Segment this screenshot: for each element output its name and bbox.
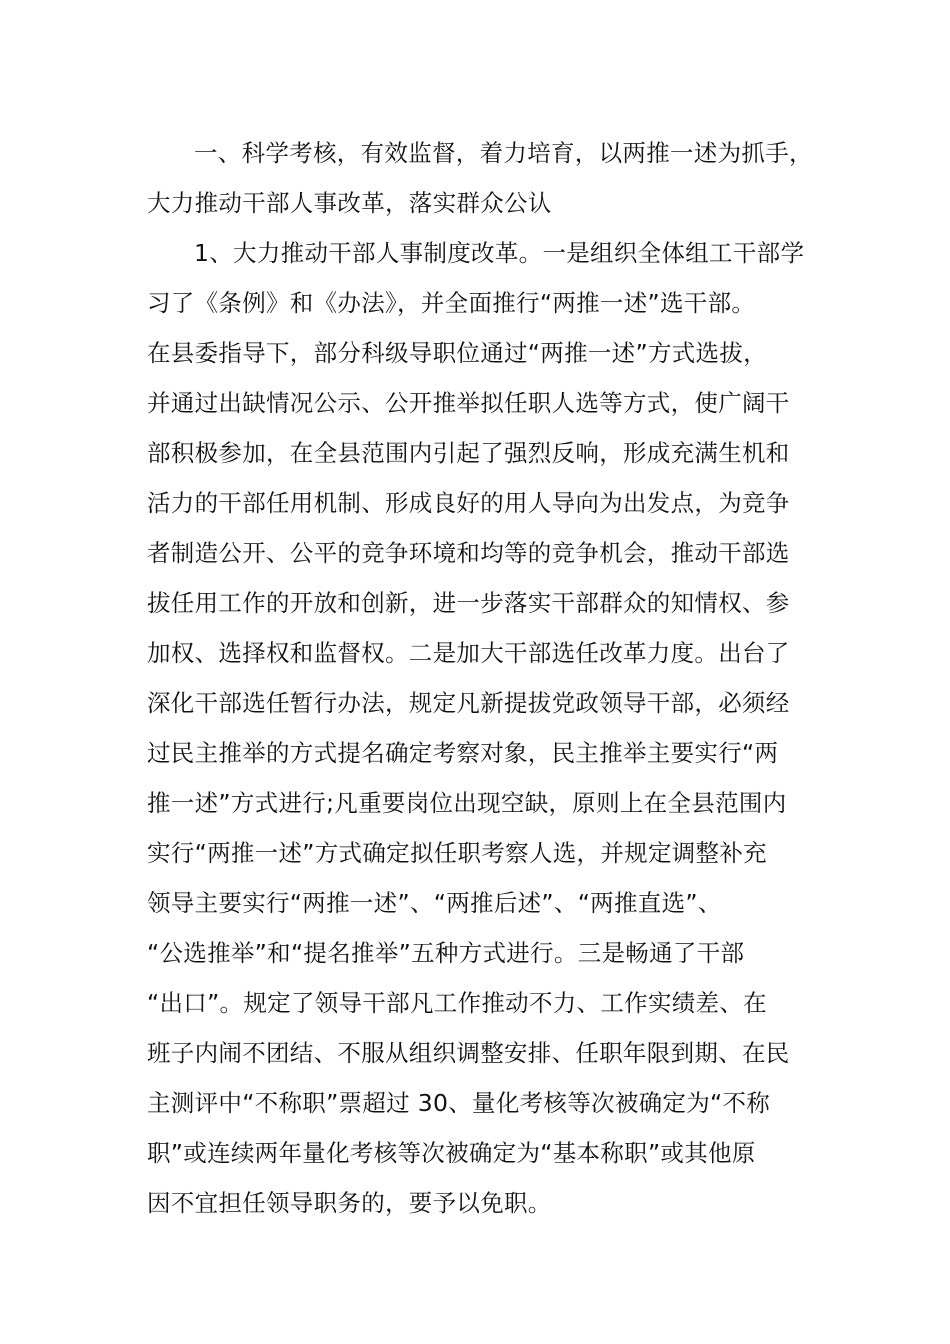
paragraph-line-16: “出口”。规定了领导干部凡工作推动不力、工作实绩差、在: [147, 989, 767, 1017]
paragraph-line-9: 加权、选择权和监督权。二是加大干部选任改革力度。出台了: [147, 639, 790, 667]
paragraph-line-6: 活力的干部任用机制、形成良好的用人导向为出发点，为竞争: [147, 489, 790, 517]
section-heading: [147, 128, 812, 228]
paragraph-line-20: 因不宜担任领导职务的，要予以免职。: [147, 1189, 552, 1217]
body-paragraph: [147, 228, 812, 1228]
document-body: [147, 128, 812, 1228]
paragraph-line-14: 领导主要实行“两推一述”、“两推后述”、“两推直选”、: [147, 889, 722, 917]
paragraph-line-17: 班子内闹不团结、不服从组织调整安排、任职年限到期、在民: [147, 1039, 790, 1067]
paragraph-line-11: 过民主推举的方式提名确定考察对象，民主推举主要实行“两: [147, 739, 779, 767]
paragraph-line-4: 并通过出缺情况公示、公开推举拟任职人选等方式，使广阔干: [147, 389, 790, 417]
paragraph-line-10: 深化干部选任暂行办法，规定凡新提拔党政领导干部，必须经: [147, 689, 790, 717]
paragraph-line-15: “公选推举”和“提名推举”五种方式进行。三是畅通了干部: [147, 939, 745, 967]
paragraph-line-2: 习了《条例》和《办法》，并全面推行“两推一述”选干部。: [147, 289, 756, 317]
paragraph-line-12: 推一述”方式进行;凡重要岗位出现空缺，原则上在全县范围内: [147, 789, 787, 817]
paragraph-line-5: 部积极参加，在全县范围内引起了强烈反响，形成充满生机和: [147, 439, 790, 467]
paragraph-line-3: 在县委指导下，部分科级导职位通过“两推一述”方式选拔，: [147, 339, 767, 367]
heading-line-1: 一、科学考核，有效监督，着力培育，以两推一述为抓手，: [194, 139, 813, 167]
paragraph-line-8: 拔任用工作的开放和创新，进一步落实干部群众的知情权、参: [147, 589, 790, 617]
paragraph-line-1: 1、大力推动干部人事制度改革。一是组织全体组工干部学: [194, 239, 805, 267]
paragraph-line-13: 实行“两推一述”方式确定拟任职考察人选，并规定调整补充: [147, 839, 767, 867]
paragraph-line-19: 职”或连续两年量化考核等次被确定为“基本称职”或其他原: [147, 1139, 756, 1167]
paragraph-line-7: 者制造公开、公平的竞争环境和均等的竞争机会，推动干部选: [147, 539, 790, 567]
paragraph-line-18: 主测评中“不称职”票超过 30、量化考核等次被确定为“不称: [147, 1089, 771, 1117]
heading-line-2: 大力推动干部人事改革，落实群众公认: [147, 189, 552, 217]
